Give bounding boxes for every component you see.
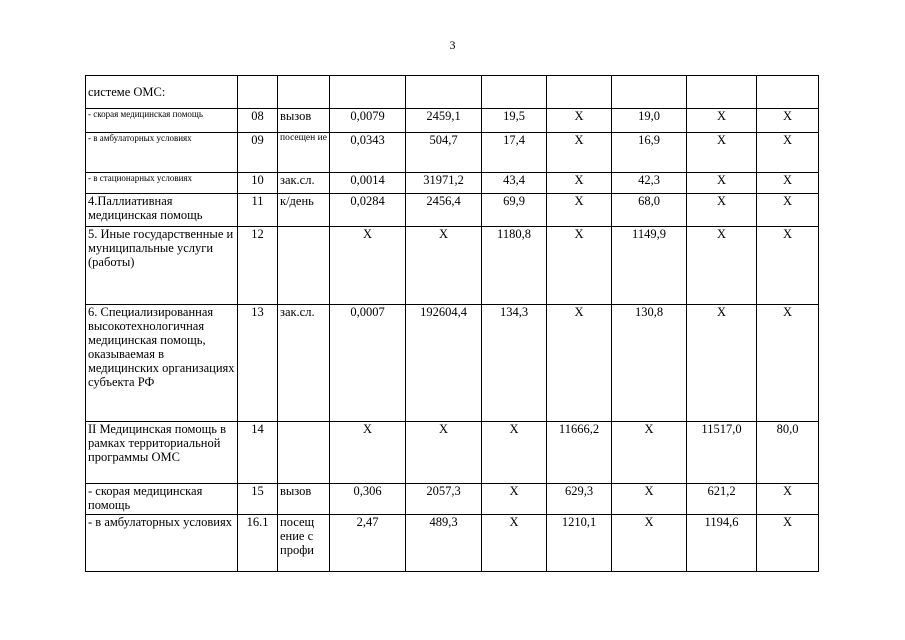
- value-cell: 0,0079: [330, 109, 406, 133]
- value-cell: Х: [612, 484, 687, 515]
- value-cell: Х: [687, 109, 757, 133]
- value-cell: 17,4: [482, 133, 547, 173]
- row-name-cell: 5. Иные государственные и муниципальные услуги (работы): [86, 227, 238, 305]
- value-cell: 68,0: [612, 194, 687, 227]
- value-cell: 0,306: [330, 484, 406, 515]
- value-cell: [482, 76, 547, 109]
- unit-cell: [278, 76, 330, 109]
- value-cell: 2456,4: [406, 194, 482, 227]
- value-cell: Х: [757, 484, 819, 515]
- value-cell: [612, 76, 687, 109]
- value-cell: Х: [547, 194, 612, 227]
- value-cell: Х: [757, 173, 819, 194]
- value-cell: Х: [687, 227, 757, 305]
- row-name-cell: 4.Паллиативная медицинская помощь: [86, 194, 238, 227]
- row-name-cell: - в стационарных условиях: [86, 173, 238, 194]
- unit-cell: к/день: [278, 194, 330, 227]
- value-cell: Х: [482, 484, 547, 515]
- value-cell: 134,3: [482, 305, 547, 422]
- table-row: [86, 194, 819, 227]
- row-number-cell: 10: [238, 173, 278, 194]
- value-cell: Х: [547, 173, 612, 194]
- value-cell: Х: [612, 515, 687, 572]
- unit-cell: [278, 422, 330, 484]
- value-cell: 192604,4: [406, 305, 482, 422]
- value-cell: [547, 76, 612, 109]
- unit-cell: вызов: [278, 484, 330, 515]
- value-cell: Х: [757, 133, 819, 173]
- unit-cell: посещ ение с профи: [278, 515, 330, 572]
- value-cell: 42,3: [612, 173, 687, 194]
- unit-cell: [278, 227, 330, 305]
- table-row: [86, 109, 819, 133]
- value-cell: Х: [757, 515, 819, 572]
- value-cell: 0,0343: [330, 133, 406, 173]
- value-cell: 1210,1: [547, 515, 612, 572]
- value-cell: 621,2: [687, 484, 757, 515]
- value-cell: Х: [612, 422, 687, 484]
- value-cell: 80,0: [757, 422, 819, 484]
- value-cell: Х: [330, 422, 406, 484]
- row-number-cell: 14: [238, 422, 278, 484]
- value-cell: 16,9: [612, 133, 687, 173]
- row-name-cell: II Медицинская помощь в рамках территориальной программы ОМС: [86, 422, 238, 484]
- value-cell: Х: [757, 305, 819, 422]
- row-number-cell: 13: [238, 305, 278, 422]
- value-cell: [687, 76, 757, 109]
- value-cell: Х: [757, 109, 819, 133]
- value-cell: Х: [547, 227, 612, 305]
- row-number-cell: 15: [238, 484, 278, 515]
- value-cell: 0,0284: [330, 194, 406, 227]
- value-cell: Х: [547, 305, 612, 422]
- value-cell: 130,8: [612, 305, 687, 422]
- value-cell: 11666,2: [547, 422, 612, 484]
- value-cell: Х: [482, 515, 547, 572]
- value-cell: Х: [406, 422, 482, 484]
- row-number-cell: 12: [238, 227, 278, 305]
- value-cell: Х: [547, 133, 612, 173]
- table-row: [86, 76, 819, 109]
- value-cell: 0,0007: [330, 305, 406, 422]
- table-row: [86, 422, 819, 484]
- value-cell: 69,9: [482, 194, 547, 227]
- value-cell: Х: [687, 194, 757, 227]
- table-row: [86, 515, 819, 572]
- unit-cell: вызов: [278, 109, 330, 133]
- value-cell: 1149,9: [612, 227, 687, 305]
- value-cell: [757, 76, 819, 109]
- value-cell: 629,3: [547, 484, 612, 515]
- row-name-cell: - в амбулаторных условиях: [86, 133, 238, 173]
- table-row: [86, 305, 819, 422]
- value-cell: [406, 76, 482, 109]
- value-cell: 11517,0: [687, 422, 757, 484]
- row-name-cell: - скорая медицинская помощь: [86, 484, 238, 515]
- row-number-cell: 16.1: [238, 515, 278, 572]
- value-cell: Х: [757, 227, 819, 305]
- value-cell: 504,7: [406, 133, 482, 173]
- financing-table: [85, 75, 819, 572]
- value-cell: Х: [687, 173, 757, 194]
- row-name-cell: системе ОМС:: [86, 76, 238, 109]
- value-cell: Х: [687, 305, 757, 422]
- value-cell: Х: [757, 194, 819, 227]
- value-cell: 1194,6: [687, 515, 757, 572]
- unit-cell: посещен ие: [278, 133, 330, 173]
- row-name-cell: - скорая медицинская помощь: [86, 109, 238, 133]
- table-row: [86, 133, 819, 173]
- value-cell: 2459,1: [406, 109, 482, 133]
- row-number-cell: [238, 76, 278, 109]
- table-row: [86, 173, 819, 194]
- value-cell: 19,5: [482, 109, 547, 133]
- value-cell: Х: [482, 422, 547, 484]
- value-cell: Х: [687, 133, 757, 173]
- row-number-cell: 08: [238, 109, 278, 133]
- value-cell: Х: [547, 109, 612, 133]
- unit-cell: зак.сл.: [278, 305, 330, 422]
- value-cell: 1180,8: [482, 227, 547, 305]
- value-cell: 43,4: [482, 173, 547, 194]
- value-cell: 31971,2: [406, 173, 482, 194]
- table-row: [86, 484, 819, 515]
- value-cell: [330, 76, 406, 109]
- row-number-cell: 09: [238, 133, 278, 173]
- value-cell: Х: [330, 227, 406, 305]
- row-name-cell: 6. Специализированная высокотехнологичная медицинская помощь, оказываемая в медицинских организациях субъекта РФ: [86, 305, 238, 422]
- table-body: [86, 76, 819, 572]
- unit-cell: зак.сл.: [278, 173, 330, 194]
- value-cell: 19,0: [612, 109, 687, 133]
- value-cell: 2,47: [330, 515, 406, 572]
- page-number: 3: [449, 38, 456, 52]
- table-row: [86, 227, 819, 305]
- value-cell: 0,0014: [330, 173, 406, 194]
- row-name-cell: - в амбулаторных условиях: [86, 515, 238, 572]
- value-cell: Х: [406, 227, 482, 305]
- value-cell: 2057,3: [406, 484, 482, 515]
- row-number-cell: 11: [238, 194, 278, 227]
- value-cell: 489,3: [406, 515, 482, 572]
